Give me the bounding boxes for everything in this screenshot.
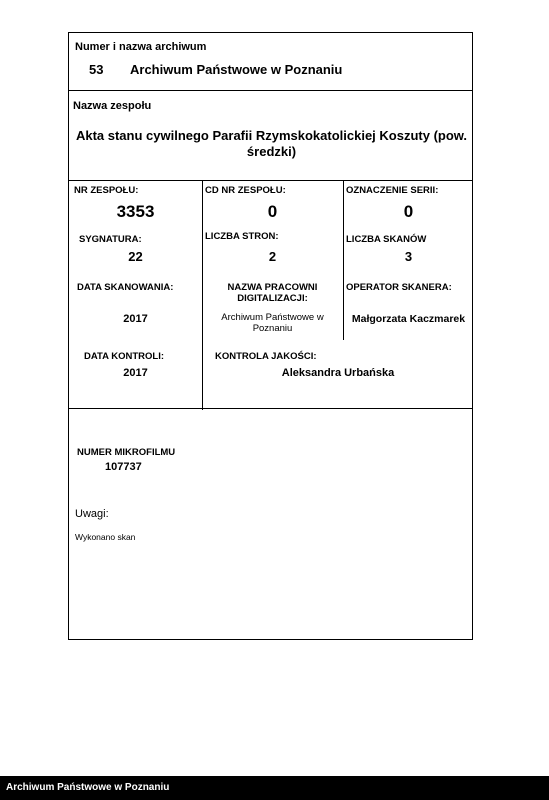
archive-name: Archiwum Państwowe w Poznaniu	[130, 62, 343, 77]
microfilm-number: 107737	[105, 461, 142, 473]
footer-text: Archiwum Państwowe w Poznaniu	[6, 782, 170, 793]
divider	[69, 90, 472, 91]
archive-card	[68, 32, 473, 640]
notes-label: Uwagi:	[75, 508, 109, 520]
cd-number: 0	[267, 202, 278, 221]
signature-value: 22	[128, 249, 143, 264]
series-label: OZNACZENIE SERII:	[346, 185, 439, 196]
fonds-label: Nazwa zespołu	[73, 100, 152, 112]
archive-number: 53	[89, 62, 104, 77]
series-value: 0	[403, 202, 414, 221]
operator-value: Małgorzata Kaczmarek	[351, 313, 466, 325]
divider	[69, 408, 472, 409]
quality-label: KONTROLA JAKOŚCI:	[215, 351, 317, 362]
fonds-name-line2: średzki)	[246, 144, 297, 159]
control-date-value: 2017	[123, 367, 148, 379]
pages-label: LICZBA STRON:	[205, 231, 279, 242]
control-date-label: DATA KONTROLI:	[84, 351, 165, 362]
fonds-number-label: NR ZESPOŁU:	[74, 185, 139, 196]
cd-number-label: CD NR ZESPOŁU:	[205, 185, 286, 196]
scans-label: LICZBA SKANÓW	[346, 234, 427, 245]
signature-label: SYGNATURA:	[79, 234, 142, 245]
notes-text: Wykonano skan	[75, 532, 136, 542]
lab-label-line2: DIGITALIZACJI:	[237, 293, 308, 304]
divider	[69, 180, 472, 181]
microfilm-label: NUMER MIKROFILMU	[77, 447, 176, 458]
scans-value: 3	[404, 249, 413, 264]
scan-date-label: DATA SKANOWANIA:	[77, 282, 174, 293]
footer-bar	[0, 776, 549, 800]
pages-value: 2	[268, 249, 277, 264]
archive-label: Numer i nazwa archiwum	[75, 41, 207, 53]
scan-date-value: 2017	[123, 313, 148, 325]
operator-label: OPERATOR SKANERA:	[346, 282, 452, 293]
quality-value: Aleksandra Urbańska	[281, 367, 395, 379]
fonds-name-line1: Akta stanu cywilnego Parafii Rzymskokatolickiej Koszuty (pow.	[75, 128, 468, 143]
lab-label-line1: NAZWA PRACOWNI	[227, 282, 318, 293]
fonds-number: 3353	[116, 202, 155, 221]
lab-name-line2: Poznaniu	[252, 323, 293, 334]
lab-name-line1: Archiwum Państwowe w	[221, 312, 324, 323]
